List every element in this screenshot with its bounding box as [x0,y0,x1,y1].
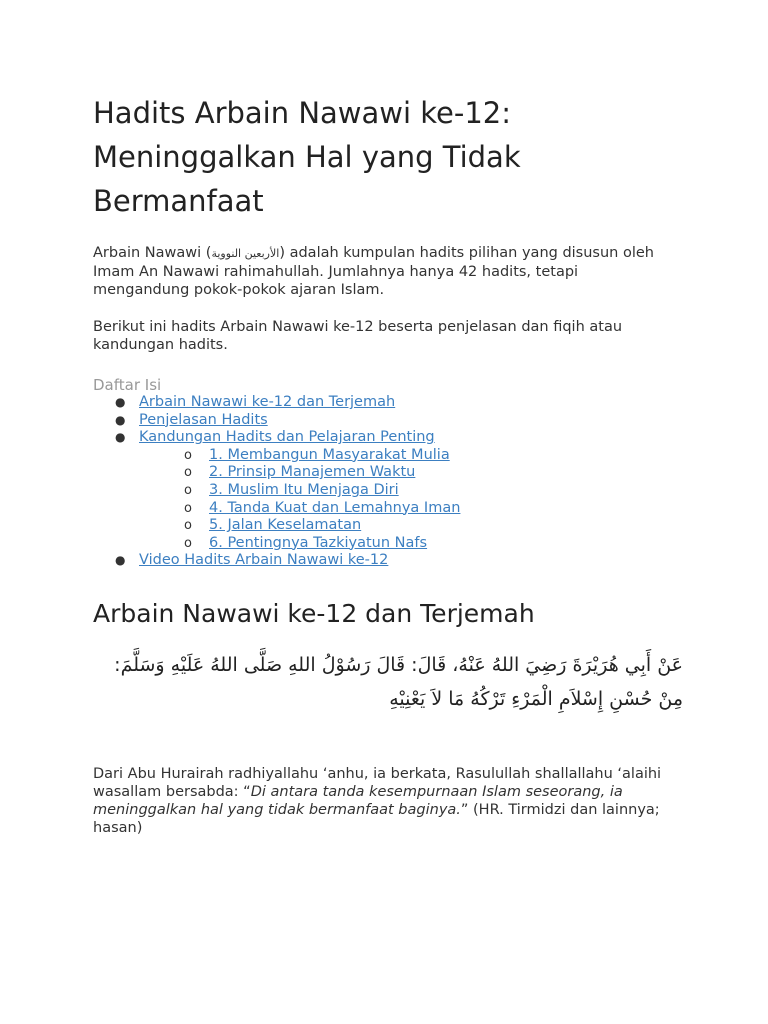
bullet-icon: ● [115,553,126,568]
toc-heading: Daftar Isi [93,376,162,394]
toc-subitem [93,517,673,535]
toc-link-sub-1[interactable]: 1. Membangun Masyarakat Mulia [209,446,450,463]
bullet-icon: ● [115,395,126,409]
translation-text-end: ” (HR. Tirmidzi dan lainnya; hasan) [93,802,660,836]
toc-link-sub-5[interactable]: 5. Jalan Keselamatan [209,517,362,534]
toc-link-sub-4[interactable]: 4. Tanda Kuat dan Lemahnya Iman [209,499,461,516]
toc-item [93,394,673,412]
toc-subitem [93,500,673,518]
circle-bullet-icon: o [184,500,192,516]
section-title: Arbain Nawawi ke-12 dan Terjemah [93,599,535,628]
toc-subitem [93,482,673,500]
bullet-icon: ● [115,412,126,427]
toc-link-terjemah[interactable]: Arbain Nawawi ke-12 dan Terjemah [139,394,396,410]
toc-link-video[interactable]: Video Hadits Arbain Nawawi ke-12 [139,552,389,569]
toc-link-sub-2[interactable]: 2. Prinsip Manajemen Waktu [209,464,416,481]
circle-bullet-icon: o [184,518,192,534]
intro-paragraph [93,244,673,299]
intro-paragraph-2: Berikut ini hadits Arbain Nawawi ke-12 beserta penjelasan dan fiqih atau kandungan hadits. [93,319,623,353]
toc-link-penjelasan[interactable]: Penjelasan Hadits [139,411,268,428]
hadith-arabic-text: عَنْ أَبِي هُرَيْرَةَ رَضِيَ اللهُ عَنْهُ، قَالَ: قَالَ رَسُوْلُ اللهِ صَلَّى اللهُ عَلَيْهِ وَسَلَّمَ: مِنْ حُسْنِ إِسْلاَمِ الْمَرْءِ تَرْكُهُ مَا لاَ يَعْنِيْهِ [114,654,683,710]
translation-quote: Di antara tanda kesempurnaan Islam seseorang, ia meninggalkan hal yang tidak bermanfaat baginya. [93,784,623,818]
intro-arabic-term: الأربعين النووية [211,247,280,260]
hadith-translation [93,765,673,837]
circle-bullet-icon: o [184,465,192,481]
toc-item [93,429,673,447]
intro-text-end: ) adalah kumpulan hadits pilihan yang disusun oleh Imam An Nawawi rahimahullah. Jumlahnya hanya 42 hadits, tetapi mengandung pokok-pokok ajaran Islam. [93,245,654,298]
circle-bullet-icon: o [184,447,192,463]
table-of-contents [93,394,673,570]
intro-text-start: Arbain Nawawi ( [93,245,212,261]
toc-subitem [93,464,673,482]
toc-subitem [93,447,673,465]
toc-item [93,412,673,430]
toc-link-sub-6[interactable]: 6. Pentingnya Tazkiyatun Nafs [209,534,428,551]
article-title: Hadits Arbain Nawawi ke-12: Meninggalkan Hal yang Tidak Bermanfaat [93,96,521,218]
toc-item [93,552,673,570]
bullet-icon: ● [115,430,126,445]
circle-bullet-icon: o [184,482,192,498]
toc-subitem [93,535,673,553]
toc-link-sub-3[interactable]: 3. Muslim Itu Menjaga Diri [209,481,399,498]
toc-link-kandungan[interactable]: Kandungan Hadits dan Pelajaran Penting [139,429,435,446]
circle-bullet-icon: o [184,535,192,551]
translation-text-start: Dari Abu Hurairah radhiyallahu ‘anhu, ia berkata, Rasulullah shallallahu ‘alaihi wasallam bersabda: “ [93,766,662,800]
